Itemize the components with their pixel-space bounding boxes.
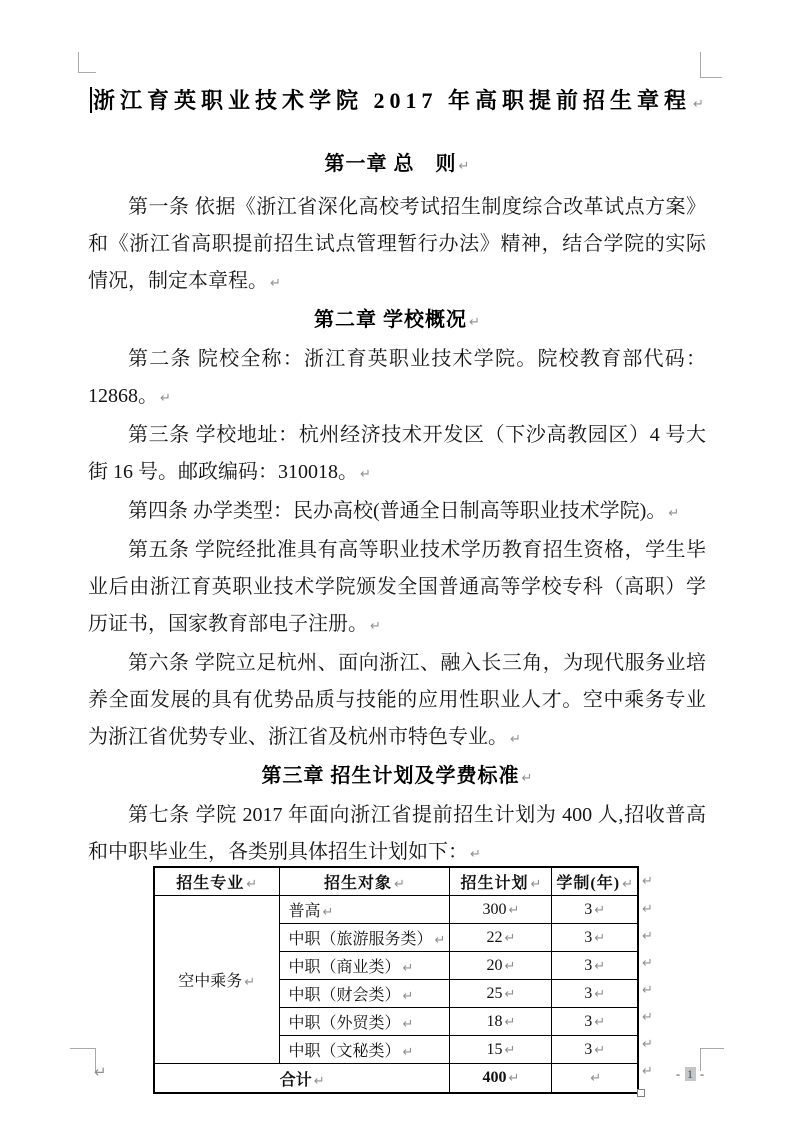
- paragraph-mark-icon: ↵: [504, 930, 516, 946]
- crop-mark-top-left-icon: [78, 52, 96, 73]
- table-header-cell[interactable]: [279, 867, 450, 896]
- paragraph-mark-icon: ↵: [504, 986, 516, 1002]
- table-cell-text: 中职（文秘类）: [288, 1043, 401, 1060]
- row-end-mark-icon: ↵: [642, 956, 653, 971]
- paragraph-mark-icon: ↵: [402, 961, 414, 976]
- table-cell-years[interactable]: [552, 896, 638, 924]
- table-cell-target[interactable]: [279, 924, 450, 952]
- chapter-3-heading[interactable]: [88, 758, 706, 797]
- paragraph-mark-icon: ↵: [521, 771, 533, 786]
- paragraph-mark-icon: ↵: [504, 1014, 516, 1030]
- table-cell-text: 15: [486, 1040, 503, 1058]
- chapter-2-heading[interactable]: [88, 302, 706, 341]
- table-total-row: [154, 1064, 638, 1094]
- paragraph-article-1[interactable]: [88, 189, 706, 302]
- paragraph-mark-icon: ↵: [594, 958, 606, 974]
- table-cell-text: 300: [482, 900, 507, 918]
- text-cursor: [90, 87, 92, 113]
- table-cell-text: 中职（外贸类）: [288, 1015, 401, 1032]
- paragraph-mark-icon: ↵: [370, 619, 381, 634]
- table-cell-text: 空中乘务: [178, 973, 243, 990]
- table-cell-text: 合计: [279, 1071, 312, 1089]
- row-end-mark-icon: ↵: [642, 874, 653, 889]
- table-cell-major[interactable]: [154, 896, 279, 1064]
- table-header-cell[interactable]: [154, 867, 279, 896]
- paragraph-mark-icon: ↵: [469, 315, 480, 330]
- table-header-cell[interactable]: [552, 867, 638, 896]
- paragraph-mark-icon: ↵: [402, 1017, 414, 1032]
- paragraph-mark-icon: ↵: [244, 975, 256, 990]
- row-end-mark-icon: ↵: [642, 929, 653, 944]
- table-cell-target[interactable]: [279, 896, 450, 924]
- paragraph-mark-icon: ↵: [622, 877, 633, 892]
- paragraph-mark-icon: ↵: [160, 391, 171, 406]
- paragraph-article-7[interactable]: [88, 797, 706, 873]
- table-cell-text: 中职（财会类）: [288, 987, 401, 1004]
- paragraph-mark-icon: ↵: [508, 1071, 520, 1086]
- paragraph-mark-icon: ↵: [594, 902, 606, 918]
- paragraph-mark-icon: ↵: [508, 902, 520, 918]
- table-cell-text: 20: [486, 956, 503, 974]
- table-cell-text: 学制(年): [556, 875, 621, 892]
- paragraph-article-4[interactable]: [88, 493, 706, 532]
- chapter-3-heading-text: 第三章 招生计划及学费标准: [261, 765, 520, 787]
- crop-mark-top-right-icon: [700, 52, 722, 78]
- page-number-prefix: -: [676, 1067, 685, 1081]
- paragraph-mark-icon: ↵: [402, 1045, 414, 1060]
- paragraph-mark-icon: ↵: [270, 276, 281, 291]
- document-title-text: 浙江育英职业技术学院 2017 年高职提前招生章程: [93, 88, 692, 113]
- end-paragraph-mark-icon: ↵: [94, 1063, 107, 1081]
- paragraph-text: 第二条 院校全称：浙江育英职业技术学院。院校教育部代码：12868。: [88, 348, 706, 407]
- enrollment-table-wrap: [153, 866, 653, 1094]
- table-cell-years[interactable]: [552, 1008, 638, 1036]
- paragraph-article-6[interactable]: [88, 645, 706, 758]
- table-cell-years[interactable]: [552, 924, 638, 952]
- table-cell-text: 18: [486, 1012, 503, 1030]
- table-cell-text: 招生计划: [460, 875, 529, 892]
- paragraph-mark-icon: ↵: [313, 1073, 325, 1089]
- paragraph-text: 第三条 学校地址：杭州经济技术开发区（下沙高教园区）4 号大街 16 号。邮政编码：310018。: [88, 424, 706, 483]
- table-header-row: [154, 867, 638, 896]
- row-end-mark-icon: ↵: [642, 1037, 653, 1052]
- paragraph-mark-icon: ↵: [504, 1042, 516, 1058]
- row-end-mark-icon: ↵: [642, 1064, 653, 1079]
- paragraph-mark-icon: ↵: [246, 877, 258, 892]
- table-cell-plan[interactable]: [450, 952, 552, 980]
- table-cell-text: 中职（商业类）: [288, 959, 401, 976]
- paragraph-mark-icon: ↵: [590, 1071, 602, 1086]
- table-cell-text: 招生对象: [324, 875, 393, 892]
- paragraph-mark-icon: ↵: [594, 986, 606, 1002]
- table-empty-cell[interactable]: [552, 1064, 638, 1094]
- chapter-1-heading-text: 第一章 总 则: [324, 153, 457, 175]
- table-total-label[interactable]: [154, 1064, 450, 1094]
- table-total-value[interactable]: [450, 1064, 552, 1094]
- table-cell-text: 3: [584, 956, 593, 974]
- table-cell-plan[interactable]: [450, 924, 552, 952]
- paragraph-mark-icon: ↵: [394, 877, 405, 892]
- paragraph-mark-icon: ↵: [693, 97, 704, 112]
- paragraph-mark-icon: ↵: [668, 506, 680, 521]
- table-cell-text: 中职（旅游服务类）: [288, 931, 433, 948]
- table-cell-target[interactable]: [279, 1008, 450, 1036]
- page-number-suffix: -: [696, 1067, 705, 1081]
- table-cell-text: 22: [486, 928, 503, 946]
- paragraph-article-2[interactable]: [88, 341, 706, 417]
- table-cell-years[interactable]: [552, 980, 638, 1008]
- table-cell-target[interactable]: [279, 952, 450, 980]
- paragraph-text: 第七条 学院 2017 年面向浙江省提前招生计划为 400 人,招收普高和中职毕业生，各类别具体招生计划如下：: [88, 804, 706, 863]
- table-cell-text: 25: [486, 984, 503, 1002]
- paragraph-mark-icon: ↵: [322, 905, 334, 920]
- paragraph-mark-icon: ↵: [594, 1014, 606, 1030]
- table-row: [154, 896, 638, 924]
- table-cell-text: 普高: [288, 903, 321, 920]
- paragraph-article-5[interactable]: [88, 532, 706, 645]
- table-cell-plan[interactable]: [450, 1036, 552, 1064]
- paragraph-mark-icon: ↵: [504, 958, 516, 974]
- page-number[interactable]: [676, 1066, 705, 1082]
- chapter-2-heading-text: 第二章 学校概况: [314, 309, 468, 331]
- table-resize-handle[interactable]: [637, 1089, 645, 1097]
- paragraph-text: 第一条 依据《浙江省深化高校考试招生制度综合改革试点方案》和《浙江省高职提前招生试点管理暂行办法》精神，结合学院的实际情况，制定本章程。: [88, 196, 706, 292]
- paragraph-mark-icon: ↵: [594, 930, 606, 946]
- paragraph-text: 第六条 学院立足杭州、面向浙江、融入长三角，为现代服务业培养全面发展的具有优势品质与技能的应用性职业人才。空中乘务专业为浙江省优势专业、浙江省及杭州市特色专业。: [88, 652, 706, 748]
- page-number-field: 1: [687, 1067, 694, 1081]
- table-cell-text: 400: [482, 1069, 507, 1086]
- paragraph-mark-icon: ↵: [402, 989, 414, 1004]
- table-cell-text: 3: [584, 1040, 593, 1058]
- table-cell-text: 3: [584, 900, 593, 918]
- row-end-marks: [640, 867, 653, 1085]
- paragraph-mark-icon: ↵: [458, 159, 470, 174]
- table-cell-years[interactable]: [552, 952, 638, 980]
- table-cell-plan[interactable]: [450, 896, 552, 924]
- document-title[interactable]: [88, 84, 706, 129]
- table-cell-plan[interactable]: [450, 1008, 552, 1036]
- table-cell-text: 3: [584, 1012, 593, 1030]
- enrollment-plan-table[interactable]: [153, 866, 639, 1094]
- table-cell-years[interactable]: [552, 1036, 638, 1064]
- row-end-mark-icon: ↵: [642, 983, 653, 998]
- paragraph-mark-icon: ↵: [510, 732, 521, 747]
- paragraph-mark-icon: ↵: [360, 467, 371, 482]
- paragraph-mark-icon: ↵: [434, 933, 446, 948]
- paragraph-mark-icon: ↵: [594, 1042, 606, 1058]
- paragraph-article-3[interactable]: [88, 417, 706, 493]
- paragraph-text: 第四条 办学类型：民办高校(普通全日制高等职业技术学院)。: [128, 500, 667, 522]
- table-cell-target[interactable]: [279, 980, 450, 1008]
- chapter-1-heading[interactable]: [88, 146, 706, 185]
- table-cell-text: 3: [584, 984, 593, 1002]
- table-cell-plan[interactable]: [450, 980, 552, 1008]
- row-end-mark-icon: ↵: [642, 1010, 653, 1025]
- table-cell-target[interactable]: [279, 1036, 450, 1064]
- table-header-cell[interactable]: [450, 867, 552, 896]
- paragraph-mark-icon: ↵: [530, 877, 542, 892]
- row-end-mark-icon: ↵: [642, 902, 653, 917]
- table-cell-text: 招生专业: [176, 875, 245, 892]
- document-body: [88, 84, 706, 1094]
- table-cell-text: 3: [584, 928, 593, 946]
- paragraph-text: 第五条 学院经批准具有高等职业技术学历教育招生资格，学生毕业后由浙江育英职业技术学院颁发全国普通高等学校专科（高职）学历证书，国家教育部电子注册。: [88, 539, 706, 635]
- paragraph-mark-icon: ↵: [470, 847, 481, 862]
